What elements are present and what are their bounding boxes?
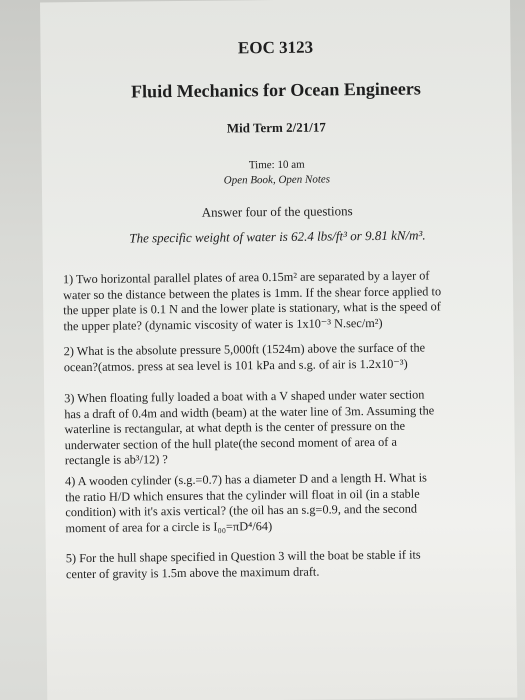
- question-5: [66, 547, 486, 582]
- question-line: moment of area for a circle is I₀₀=πD⁴/64): [65, 518, 273, 535]
- question-line: center of gravity is 1.5m above the maximum draft.: [65, 564, 320, 581]
- question-line: 3) When floating fully loaded a boat with a V shaped under water section: [64, 387, 425, 406]
- question-line: has a draft of 0.4m and width (beam) at the water line of 3m. Assuming the: [64, 402, 435, 421]
- exam-date: Mid Term 2/21/17: [226, 119, 326, 136]
- question-line: water so the distance between the plates is 1mm. If the shear force applied to: [63, 283, 442, 302]
- question-line: waterline is rectangular, at what depth is the center of pressure on the: [64, 418, 406, 437]
- question-line: ocean?(atmos. press at sea level is 101 kPa and s.g. of air is 1.2x10⁻³): [63, 356, 408, 374]
- specific-weight-note: The specific weight of water is 62.4 lbs/ft³ or 9.81 kN/m³.: [129, 227, 426, 246]
- question-line: rectangle is ab³/12) ?: [64, 452, 168, 468]
- question-line: 4) A wooden cylinder (s.g.=0.7) has a diameter D and a length H. What is: [64, 470, 427, 489]
- question-line: 1) Two horizontal parallel plates of area 0.15m² are separated by a layer of: [62, 268, 430, 287]
- question-line: the upper plate? (dynamic viscosity of water is 1x10⁻³ N.sec/m²): [63, 315, 383, 333]
- question-4: [65, 470, 486, 536]
- exam-page: [40, 0, 517, 700]
- question-line: 2) What is the absolute pressure 5,000ft (1524m) above the surface of the: [63, 340, 426, 359]
- question-line: 5) For the hull shape specified in Question 3 will the boat be stable if its: [65, 547, 421, 566]
- question-line: the ratio H/D which ensures that the cylinder will float in oil (in a stable: [65, 486, 420, 504]
- question-line: underwater section of the hull plate(the second moment of area of a: [64, 434, 397, 452]
- exam-time: Time: 10 am: [248, 158, 305, 172]
- course-name: Fluid Mechanics for Ocean Engineers: [131, 78, 421, 102]
- question-3: [64, 387, 485, 469]
- question-line: condition) with it's axis vertical? (the oil has an s.g=0.9, and the second: [65, 501, 418, 520]
- question-1: [63, 268, 484, 334]
- instructions: Answer four of the questions: [201, 203, 353, 220]
- question-line: the upper plate is 0.1 N and the lower plate is stationary, what is the speed of: [63, 299, 441, 318]
- exam-notes: Open Book, Open Notes: [223, 173, 331, 187]
- question-2: [64, 340, 484, 375]
- course-code: EOC 3123: [237, 37, 314, 58]
